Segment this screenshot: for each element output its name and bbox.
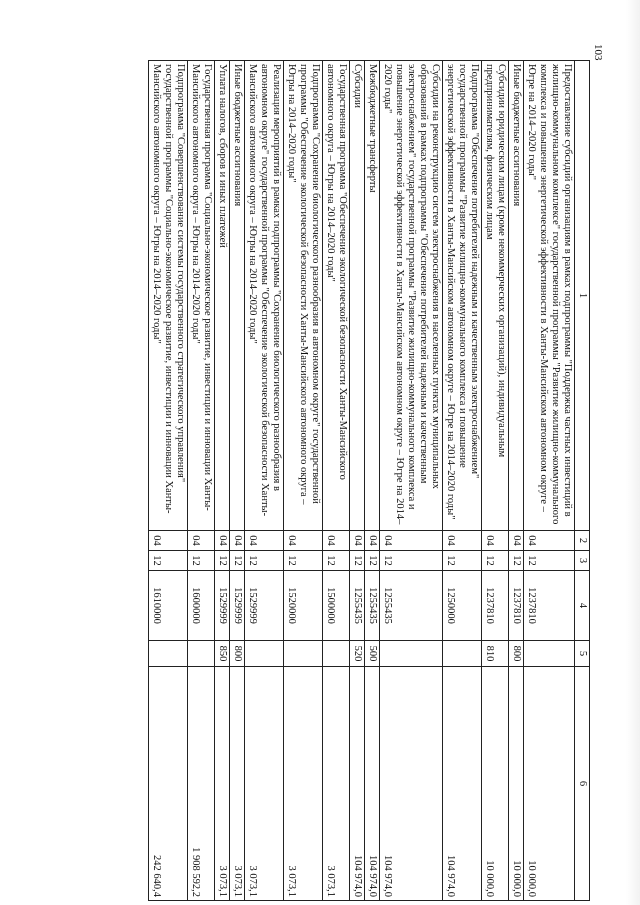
- table-row: [365, 61, 380, 901]
- row-name-cell: Субсидии: [350, 61, 365, 531]
- amount-cell: 3 073,1: [230, 667, 245, 901]
- code-cell: 1529999: [215, 571, 230, 641]
- code-cell: 850: [215, 641, 230, 667]
- table-row: [284, 61, 323, 901]
- code-cell: 800: [230, 641, 245, 667]
- row-name-cell: Государственная программа "Обеспечение экологической безопасности Ханты-Мансийского автономного округа – Югры на 2014–2020 годы": [323, 61, 350, 531]
- header-cell: 4: [575, 571, 590, 641]
- table-row: [509, 61, 524, 901]
- table-row: [524, 61, 575, 901]
- table-row: [215, 61, 230, 901]
- code-cell: 800: [509, 641, 524, 667]
- code-cell: 04: [524, 531, 575, 551]
- amount-cell: 104 974,0: [350, 667, 365, 901]
- code-cell: 1529999: [230, 571, 245, 641]
- code-cell: 12: [230, 551, 245, 571]
- header-cell: 6: [575, 667, 590, 901]
- amount-cell: 3 073,1: [245, 667, 284, 901]
- row-name-cell: Реализация мероприятий в рамках подпрограммы "Сохранение биологического разнообразия в автономном округе" государственной программы "Обеспечение экологической безопасности Ханты-Мансийского автономного округа – Югры на 2014–2020 годы": [245, 61, 284, 531]
- code-cell: 12: [188, 551, 215, 571]
- scan-edge-shadow: [626, 0, 640, 905]
- table-row: [149, 61, 188, 901]
- table-row: [323, 61, 350, 901]
- amount-cell: 104 974,0: [443, 667, 482, 901]
- code-cell: 12: [350, 551, 365, 571]
- row-name-cell: Межбюджетные трансферты: [365, 61, 380, 531]
- amount-cell: 3 073,1: [284, 667, 323, 901]
- code-cell: 04: [365, 531, 380, 551]
- table-row: [380, 61, 443, 901]
- amount-cell: 1 908 592,2: [188, 667, 215, 901]
- amount-cell: 242 640,4: [149, 667, 188, 901]
- row-name-cell: Подпрограмма "Совершенствование системы государственного стратегического управления" государственной программы "Социально-экономическое развитие, инвестиции и инновации Ханты-Мансийского автономного округа – Югры на 2014–2020 годы": [149, 61, 188, 531]
- table-row: [443, 61, 482, 901]
- code-cell: 1237810: [509, 571, 524, 641]
- code-cell: 12: [365, 551, 380, 571]
- code-cell: 04: [188, 531, 215, 551]
- code-cell: [245, 641, 284, 667]
- code-cell: 1600000: [188, 571, 215, 641]
- code-cell: 1237810: [482, 571, 509, 641]
- amount-cell: 104 974,0: [380, 667, 443, 901]
- code-cell: 520: [350, 641, 365, 667]
- code-cell: 04: [380, 531, 443, 551]
- table-row: [350, 61, 365, 901]
- amount-cell: 10 000,0: [524, 667, 575, 901]
- code-cell: 12: [443, 551, 482, 571]
- header-row: [575, 61, 590, 901]
- amount-cell: 10 000,0: [482, 667, 509, 901]
- row-name-cell: Предоставление субсидий организациям в рамках подпрограммы "Поддержка частных инвестиций в жилищно-коммунальном комплексе" государственной программы "Развитие жилищно-коммунального комплекса и повышение энергетической эффективности в Ханты-Мансийском автономном округе – Югре на 2014–2020 годы": [524, 61, 575, 531]
- code-cell: 04: [245, 531, 284, 551]
- code-cell: 500: [365, 641, 380, 667]
- code-cell: [149, 641, 188, 667]
- table-row: [482, 61, 509, 901]
- code-cell: [524, 641, 575, 667]
- row-name-cell: Подпрограмма "Сохранение биологического разнообразия в автономном округе" государственной программы "Обеспечение экологической безопасности Ханты-Мансийского автономного округа – Югры на 2014–2020 годы": [284, 61, 323, 531]
- code-cell: 12: [380, 551, 443, 571]
- amount-cell: 3 073,1: [215, 667, 230, 901]
- code-cell: 12: [215, 551, 230, 571]
- header-cell: 5: [575, 641, 590, 667]
- code-cell: 04: [323, 531, 350, 551]
- row-name-cell: Субсидии юридическим лицам (кроме некоммерческих организаций), индивидуальным предпринимателям, физическим лицам: [482, 61, 509, 531]
- code-cell: 1255435: [350, 571, 365, 641]
- table-row: [188, 61, 215, 901]
- code-cell: 1255435: [365, 571, 380, 641]
- row-name-cell: Уплата налогов, сборов и иных платежей: [215, 61, 230, 531]
- code-cell: 1255435: [380, 571, 443, 641]
- code-cell: 04: [443, 531, 482, 551]
- code-cell: 1529999: [245, 571, 284, 641]
- code-cell: 1250000: [443, 571, 482, 641]
- code-cell: [443, 641, 482, 667]
- code-cell: 12: [284, 551, 323, 571]
- amount-cell: 104 974,0: [365, 667, 380, 901]
- code-cell: 12: [524, 551, 575, 571]
- code-cell: [188, 641, 215, 667]
- budget-table: [148, 60, 590, 901]
- code-cell: 12: [482, 551, 509, 571]
- budget-table-rotated: [84, 60, 590, 900]
- code-cell: 04: [230, 531, 245, 551]
- code-cell: 04: [350, 531, 365, 551]
- code-cell: [323, 641, 350, 667]
- code-cell: 04: [482, 531, 509, 551]
- table-row: [245, 61, 284, 901]
- code-cell: 12: [245, 551, 284, 571]
- row-name-cell: Подпрограмма "Обеспечение потребителей надежным и качественным электроснабжением" государственной программы "Развитие жилищно-коммунального комплекса и повышение энергетической эффективности в Ханты-Мансийском автономном округе – Югре на 2014–2020 годы": [443, 61, 482, 531]
- code-cell: 1610000: [149, 571, 188, 641]
- code-cell: 12: [149, 551, 188, 571]
- code-cell: 1500000: [323, 571, 350, 641]
- header-cell: 3: [575, 551, 590, 571]
- header-cell: 2: [575, 531, 590, 551]
- code-cell: 04: [149, 531, 188, 551]
- header-cell: 1: [575, 61, 590, 531]
- code-cell: 12: [509, 551, 524, 571]
- row-name-cell: Субсидии на реконструкцию систем электроснабжения в населенных пунктах муниципальных образований в рамках подпрограммы "Обеспечение потребителей надежным и качественным электроснабжением" государственной программы "Развитие жилищно-коммунального комплекса и повышение энергетической эффективности в Ханты-Мансийском автономном округе – Югре на 2014–2020 годы": [380, 61, 443, 531]
- code-cell: [380, 641, 443, 667]
- code-cell: 810: [482, 641, 509, 667]
- row-name-cell: Иные бюджетные ассигнования: [230, 61, 245, 531]
- code-cell: 1520000: [284, 571, 323, 641]
- code-cell: 1237810: [524, 571, 575, 641]
- amount-cell: 10 000,0: [509, 667, 524, 901]
- code-cell: 04: [215, 531, 230, 551]
- code-cell: 04: [284, 531, 323, 551]
- row-name-cell: Государственная программа "Социально-экономическое развитие, инвестиции и инновации Ханты-Мансийского автономного округа – Югры на 2014–2020 годы": [188, 61, 215, 531]
- table-row: [230, 61, 245, 901]
- amount-cell: 3 073,1: [323, 667, 350, 901]
- page-number: 103: [592, 44, 604, 61]
- code-cell: 04: [509, 531, 524, 551]
- row-name-cell: Иные бюджетные ассигнования: [509, 61, 524, 531]
- code-cell: 12: [323, 551, 350, 571]
- code-cell: [284, 641, 323, 667]
